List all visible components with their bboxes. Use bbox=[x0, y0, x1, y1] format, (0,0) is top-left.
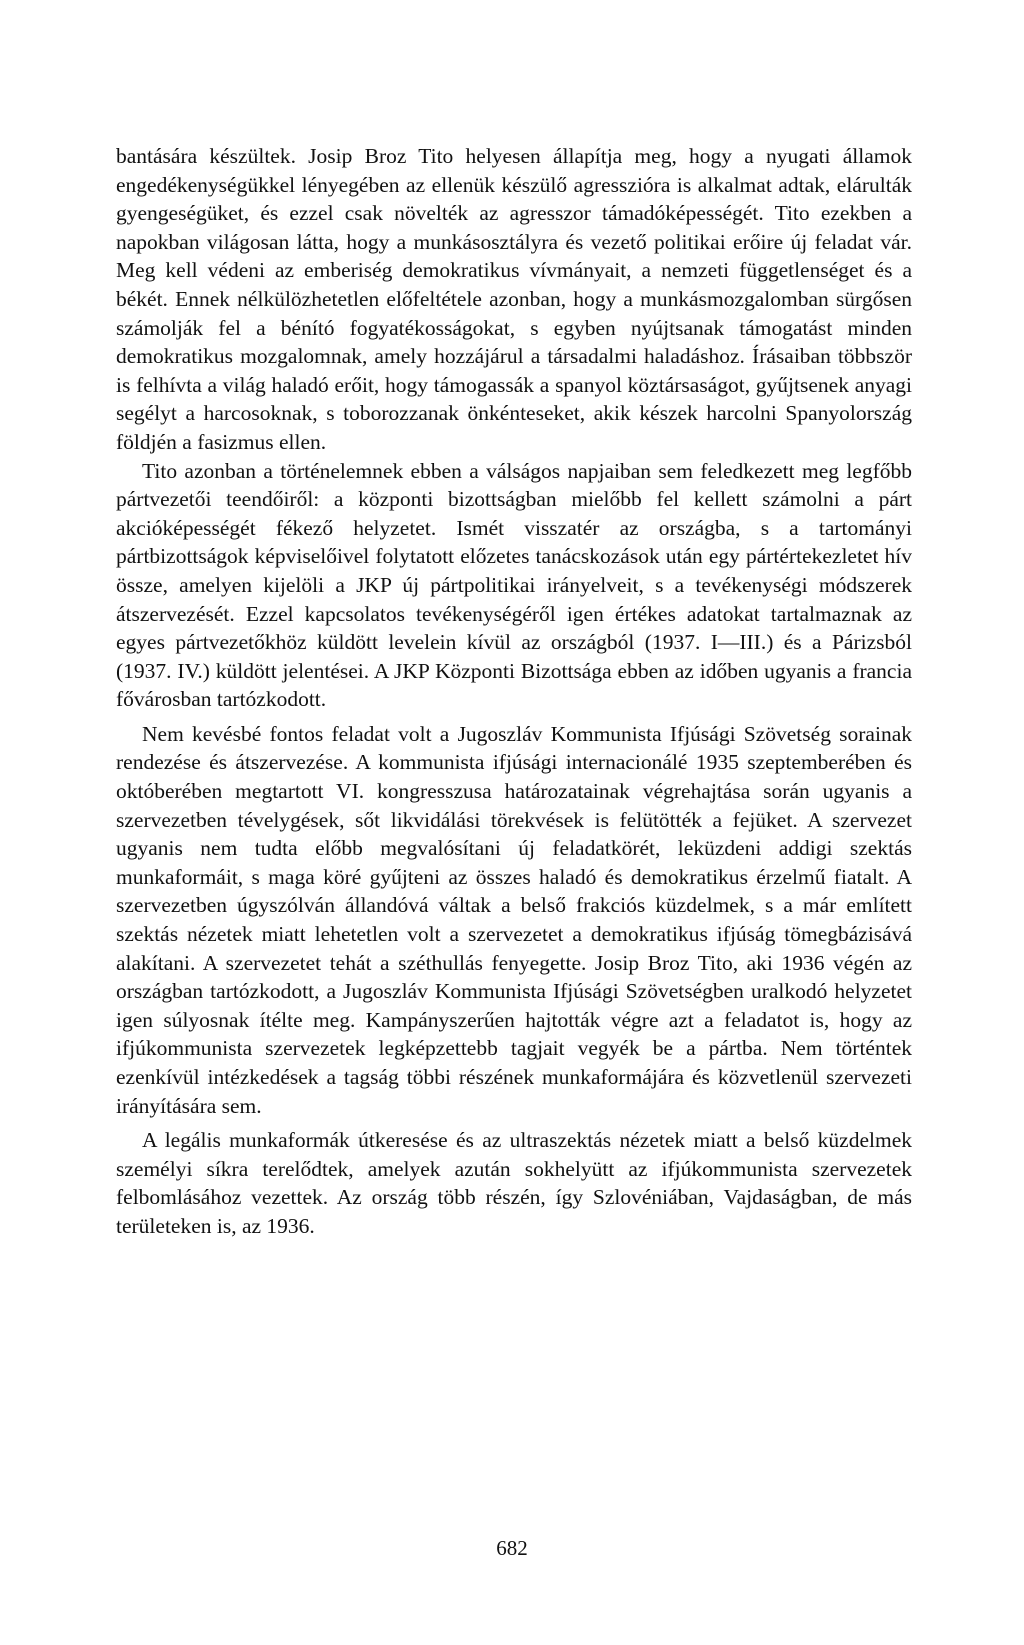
page-body bbox=[116, 142, 912, 1241]
page-number: 682 bbox=[496, 1536, 528, 1560]
paragraph-4: A legális munkaformák útkeresése és az ultraszektás nézetek miatt a belső küzdelmek személyi síkra terelődtek, amelyek azután sokhelyütt az ifjúkommunista szervezetek felbomlásához vezettek. Az ország több részén, így Szlovéniában, Vajdaságban, de más területeken is, az 1936. bbox=[116, 1128, 912, 1238]
paragraph-1: bantására készültek. Josip Broz Tito helyesen állapítja meg, hogy a nyugati államok engedékenységükkel lényegében az ellenük készülő agresszióra is alkalmat adtak, elárulták gyengeségüket, és ezzel csak növelték az agresszor támadóképességét. Tito ezekben a napokban világosan látta, hogy a munkásosztályra és vezető politikai erőire új feladat vár. Meg kell védeni az emberiség demokratikus vívmányait, a nemzeti függetlenséget és a békét. Ennek nélkülözhetetlen előfeltétele azonban, hogy a munkásmozgalomban sürgősen számolják fel a bénító fogyatékosságokat, s egyben nyújtsanak támogatást minden demokratikus mozgalomnak, amely hozzájárul a társadalmi haladáshoz. Írásaiban többször is felhívta a világ haladó erőit, hogy támogassák a spanyol köztársaságot, gyűjtsenek anyagi segélyt a harcosoknak, s toborozzanak önkénteseket, akik készek harcolni Spanyolország földjén a fasizmus ellen. bbox=[116, 144, 912, 454]
paragraph-3: Nem kevésbé fontos feladat volt a Jugoszláv Kommunista Ifjúsági Szövetség sorainak rendezése és átszervezése. A kommunista ifjúsági internacionálé 1935 szeptemberében és októberében megtartott VI. kongresszusa határozatainak végrehajtása során ugyanis a szervezetben tévelygések, sőt likvidálási törekvések is felütötték a fejüket. A szervezet ugyanis nem tudta előbb megvalósítani új feladatkörét, leküzdeni addigi szektás munkaformáit, s maga köré gyűjteni az összes haladó és demokratikus érzelmű fiatalt. A szervezetben úgyszólván állandóvá váltak a belső frakciós küzdelmek, s a már említett szektás nézetek miatt lehetetlen volt a szervezetet a demokratikus ifjúság tömegbázisává alakítani. A szervezetet tehát a széthullás fenyegette. Josip Broz Tito, aki 1936 végén az országban tartózkodott, a Jugoszláv Kommunista Ifjúsági Szövetségben uralkodó helyzetet igen súlyosnak ítélte meg. Kampányszerűen hajtották végre azt a feladatot is, hogy az ifjúkommunista szervezetek legképzettebb tagjait vegyék be a pártba. Nem történtek ezenkívül intézkedések a tagság többi részének munkaformájára és közvetlenül szervezeti irányítására sem. bbox=[116, 721, 912, 1118]
paragraph-2: Tito azonban a történelemnek ebben a válságos napjaiban sem feledkezett meg legfőbb pártvezetői teendőiről: a központi bizottságban mielőbb fel kellett számolni a párt akcióképességét fékező helyzetet. Ismét visszatér az országba, s a tartományi pártbizottságok képviselőivel folytatott előzetes tanácskozások után egy pártértekezletet hív össze, amelyen kijelöli a JKP új pártpolitikai irányelveit, s a tevékenységi módszerek átszervezését. Ezzel kapcsolatos tevékenységéről igen értékes adatokat tartalmaznak az egyes pártvezetőkhöz küldött levelein kívül az országból (1937. I—III.) és a Párizsból (1937. IV.) küldött jelentései. A JKP Központi Bizottsága ebben az időben ugyanis a francia fővárosban tartózkodott. bbox=[116, 458, 912, 712]
